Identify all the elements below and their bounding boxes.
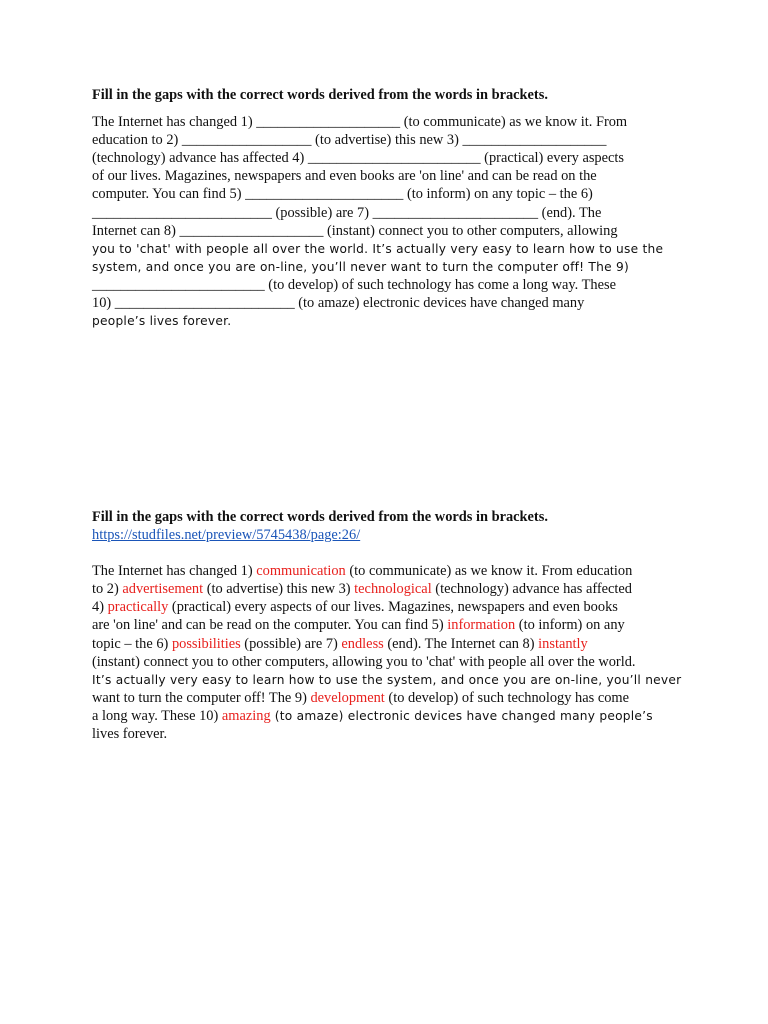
answer-word: advertisement [122, 581, 204, 598]
answer-word: practically [107, 599, 169, 616]
answers-text: to 2) [92, 581, 123, 598]
exercise-title: Fill in the gaps with the correct words derived from the words in brackets. [92, 87, 548, 103]
answers-text: lives forever. [92, 726, 168, 743]
answer-word: development [310, 689, 385, 706]
answers-text: want to turn the computer off! The 9) [92, 689, 311, 706]
answers-line [92, 671, 682, 689]
answers-line [92, 635, 678, 653]
answers-line [92, 580, 678, 598]
answers-line [92, 707, 678, 725]
answer-word: communication [256, 563, 346, 580]
exercise-line: of our lives. Magazines, newspapers and even books are 'on line' and can be read on the [92, 168, 597, 185]
answers-text: The Internet has changed 1) [92, 563, 257, 580]
answers-text: topic – the 6) [92, 635, 172, 652]
answers-text: (to develop) of such technology has come [384, 689, 629, 706]
answers-text: (to amaze) electronic devices have changed many people’s [270, 708, 653, 723]
answers-paragraph [92, 562, 682, 743]
answers-line [92, 598, 678, 616]
source-link[interactable]: https://studfiles.net/preview/5745438/page:26/ [92, 527, 361, 544]
exercise-line [92, 258, 678, 276]
answers-text: It’s actually very easy to learn how to use the system, and once you are on-line, you’ll never [92, 672, 682, 687]
answers-text: (to inform) on any [515, 617, 625, 634]
answers-text: a long way. These 10) [92, 707, 222, 724]
answers-text: (end). The Internet can 8) [383, 635, 539, 652]
exercise-section [92, 86, 678, 330]
answers-text: (possible) are 7) [240, 635, 342, 652]
exercise-line: The Internet has changed 1) ____________________ (to communicate) as we know it. From [92, 114, 628, 131]
answers-line [92, 562, 678, 580]
answers-line [92, 725, 678, 743]
answers-text: (to advertise) this new 3) [203, 581, 355, 598]
exercise-line-part: system, and once you are on-line, you’ll never want to turn the computer off! The 9) [92, 259, 629, 274]
answers-text: (practical) every aspects of our lives. Magazines, newspapers and even books [168, 599, 618, 616]
exercise-line: ________________________ (to develop) of such technology has come a long way. These [92, 276, 616, 293]
exercise-line: (technology) advance has affected 4) ________________________ (practical) every aspects [92, 150, 624, 167]
answer-word: technological [354, 581, 432, 598]
answers-text: (instant) connect you to other computers, allowing you to 'chat' with people all over the world. [92, 653, 636, 670]
exercise-line: 10) _________________________ (to amaze) electronic devices have changed many [92, 295, 585, 312]
answers-title: Fill in the gaps with the correct words derived from the words in brackets. [92, 509, 548, 525]
answers-line [92, 616, 678, 634]
answer-word: endless [341, 635, 384, 652]
answers-section [92, 508, 682, 743]
exercise-line: people’s lives forever. [92, 314, 232, 329]
exercise-line: education to 2) __________________ (to advertise) this new 3) ____________________ [92, 132, 607, 149]
answers-text: 4) [92, 599, 108, 616]
answers-text: (to communicate) as we know it. From education [345, 563, 633, 580]
answers-text: are 'on line' and can be read on the computer. You can find 5) [92, 617, 448, 634]
answers-line [92, 653, 678, 671]
exercise-line: Internet can 8) ____________________ (instant) connect you to other computers, allowing [92, 222, 618, 239]
answer-word: possibilities [171, 635, 241, 652]
answer-word: instantly [538, 635, 588, 652]
answers-text: (technology) advance has affected [431, 581, 633, 598]
answer-word: amazing [221, 707, 271, 724]
answer-word: information [447, 617, 516, 634]
exercise-line: computer. You can find 5) ______________________ (to inform) on any topic – the 6) [92, 186, 593, 203]
exercise-line: _________________________ (possible) are 7) _______________________ (end). The [92, 204, 602, 221]
exercise-line: you to 'chat' with people all over the world. It’s actually very easy to learn how to use the [92, 241, 664, 256]
exercise-paragraph [92, 113, 678, 330]
answers-line [92, 689, 678, 707]
